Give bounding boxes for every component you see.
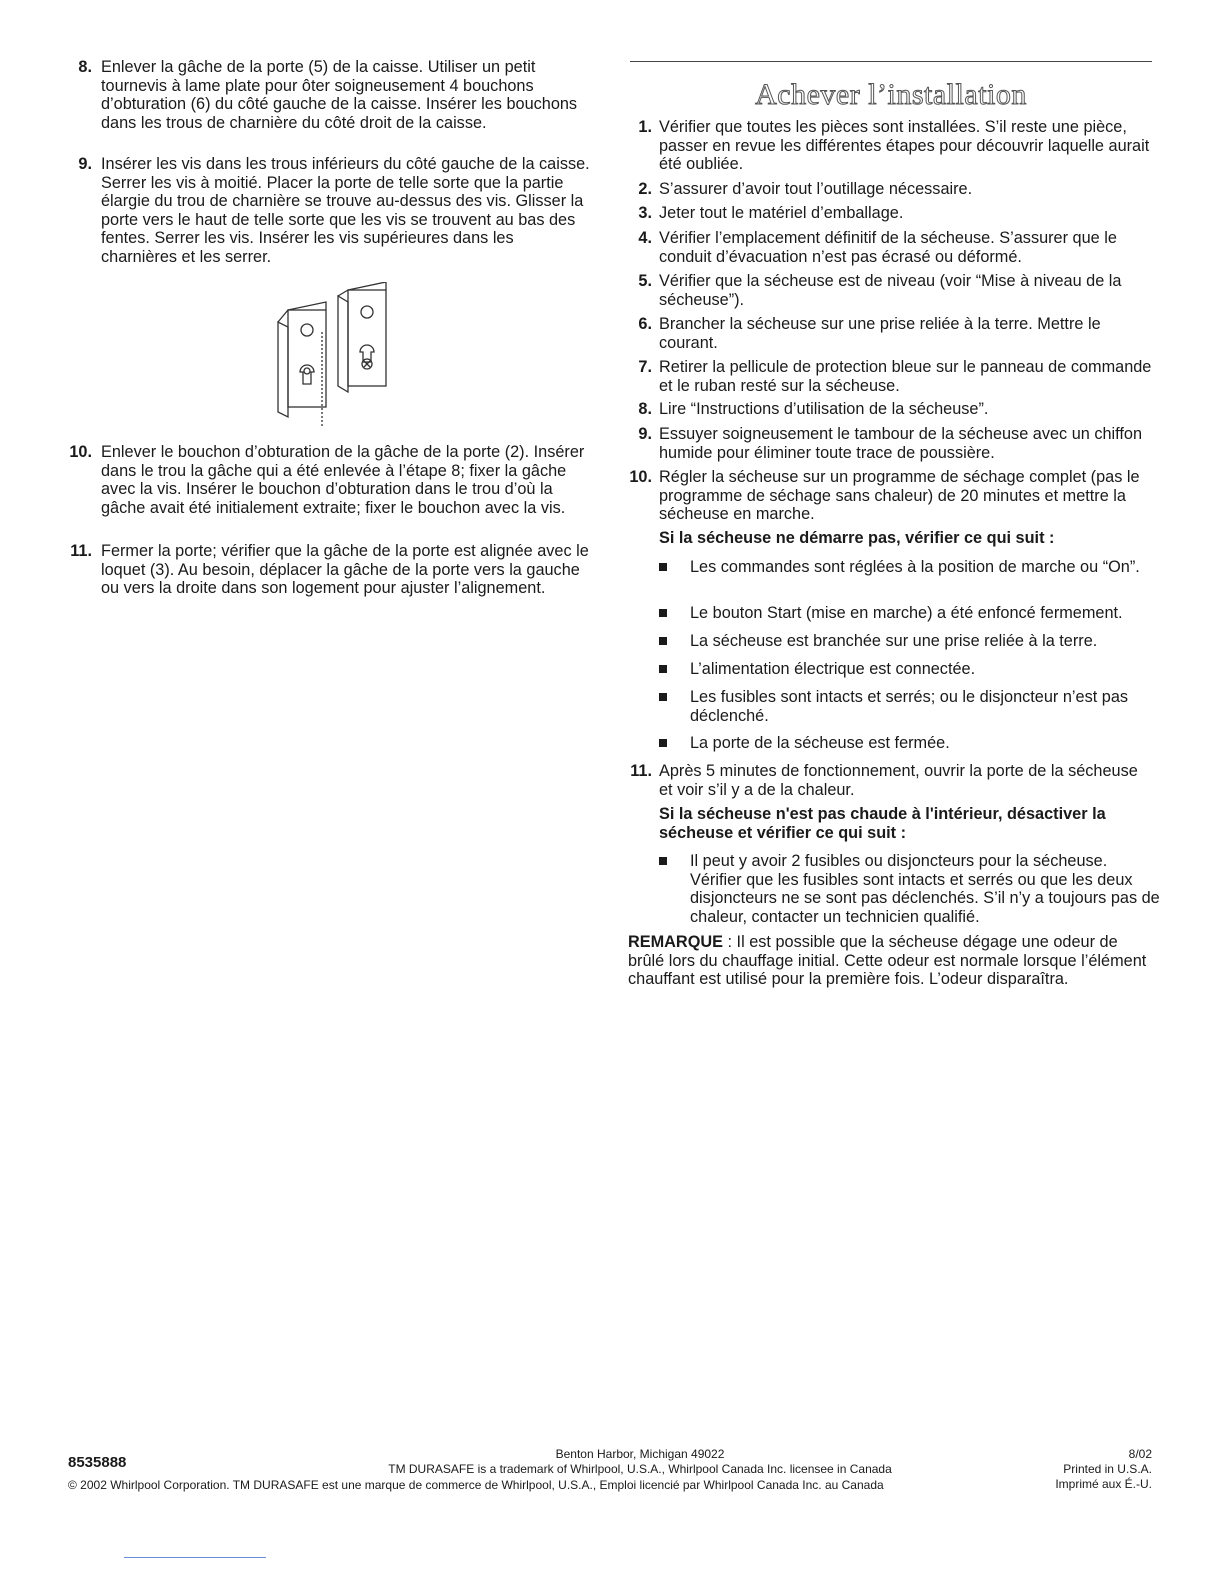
footer-copyright-line bbox=[68, 1478, 884, 1492]
step-number: 8. bbox=[638, 400, 652, 418]
checklist-item-text: La sécheuse est branchée sur une prise reliée à la terre. bbox=[690, 632, 1098, 650]
step-text: Vérifier que toutes les pièces sont installées. S’il reste une pièce, passer en revue les différentes étapes pour découvrir laquelle aurait été oubliée. bbox=[659, 118, 1150, 174]
step-text: Vérifier l’emplacement définitif de la sécheuse. S’assurer que le conduit d’évacuation n’est pas écrasé ou déformé. bbox=[659, 229, 1117, 266]
hinge-hole-round bbox=[361, 306, 373, 318]
section-divider bbox=[630, 61, 1152, 62]
right-hinge-edge bbox=[338, 296, 348, 392]
step-number: 9. bbox=[638, 425, 652, 443]
remarque-note bbox=[628, 933, 1158, 989]
footer-address: Benton Harbor, Michigan 49022 bbox=[555, 1447, 725, 1461]
hinge-hole-round bbox=[301, 324, 313, 336]
footer-date: 8/02 bbox=[1128, 1447, 1152, 1461]
footer-trademark-en: TM DURASAFE is a trademark of Whirlpool, U.S.A., Whirlpool Canada Inc. licensee in Canada bbox=[388, 1462, 892, 1476]
checklist-item-text: Le bouton Start (mise en marche) a été enfoncé fermement. bbox=[690, 604, 1123, 622]
step-text: Jeter tout le matériel d’emballage. bbox=[659, 204, 904, 222]
checklist-item-text: Les fusibles sont intacts et serrés; ou le disjoncteur n’est pas déclenché. bbox=[690, 688, 1129, 725]
step-number: 11. bbox=[630, 762, 652, 780]
step-number: 10. bbox=[629, 468, 652, 486]
step-text: Essuyer soigneusement le tambour de la sécheuse avec un chiffon humide pour éliminer toute trace de poussière. bbox=[659, 425, 1142, 462]
footer-printed-en: Printed in U.S.A. bbox=[1063, 1462, 1152, 1476]
footer-copyright: © 2002 Whirlpool Corporation. bbox=[68, 1478, 230, 1492]
step-number: 1. bbox=[638, 118, 652, 136]
checklist-item-text: Les commandes sont réglées à la position de marche ou “On”. bbox=[690, 558, 1140, 576]
step-text: Régler la sécheuse sur un programme de séchage complet (pas le programme de séchage sans chaleur) de 20 minutes et mettre la sécheuse en marche. bbox=[659, 468, 1140, 524]
footer-printed-fr: Imprimé aux É.-U. bbox=[1055, 1477, 1152, 1491]
step-number: 2. bbox=[638, 180, 652, 198]
step-text: Insérer les vis dans les trous inférieurs du côté gauche de la caisse. Serrer les vis à moitié. Placer la porte de telle sorte que la partie élargie du trou de charnière se trouve au-dessus des vis. Glisser la porte vers le haut de telle sorte que les vis se trouvent au bas des fentes. Serrer les vis. Insérer les vis supérieures dans les charnières et les serrer. bbox=[101, 155, 590, 266]
step-text: S’assurer d’avoir tout l’outillage nécessaire. bbox=[659, 180, 973, 198]
step-text: Enlever le bouchon d’obturation de la gâche de la porte (2). Insérer dans le trou la gâche qui a été enlevée à l’étape 8; fixer la gâche avec la vis. Insérer le bouchon d’obturation dans le trou d’où la gâche avait été initialement extraite; fixer le bouchon avec la vis. bbox=[101, 443, 585, 517]
remarque-label: REMARQUE bbox=[628, 933, 723, 951]
step-number: 8. bbox=[78, 58, 92, 76]
step-text: Enlever la gâche de la porte (5) de la caisse. Utiliser un petit tournevis à lame plate pour ôter soigneusement 4 bouchons d’obturation (6) du côté gauche de la caisse. Insérer les bouchons dans les trous de charnière du côté droit de la caisse. bbox=[101, 58, 578, 132]
step-number: 4. bbox=[638, 229, 652, 247]
checklist-item-text: La porte de la sécheuse est fermée. bbox=[690, 734, 950, 752]
bullet-square-icon bbox=[659, 637, 667, 645]
step-text: Fermer la porte; vérifier que la gâche de la porte est alignée avec le loquet (3). Au besoin, déplacer la gâche de la porte vers la gauche ou vers la droite dans son logement pour ajuster l’alignement. bbox=[101, 542, 589, 598]
step-text: Après 5 minutes de fonctionnement, ouvrir la porte de la sécheuse et voir s’il y a de la chaleur. bbox=[659, 762, 1138, 799]
step-number: 7. bbox=[638, 358, 652, 376]
step-text: Vérifier que la sécheuse est de niveau (voir “Mise à niveau de la sécheuse”). bbox=[659, 272, 1122, 309]
checklist-item-text: L’alimentation électrique est connectée. bbox=[690, 660, 976, 678]
step-number: 3. bbox=[638, 204, 652, 222]
step-text: Retirer la pellicule de protection bleue sur le panneau de commande et le ruban resté sur la sécheuse. bbox=[659, 358, 1152, 395]
check-heading-no-heat: Si la sécheuse n'est pas chaude à l'intérieur, désactiver la sécheuse et vérifier ce qui suit : bbox=[659, 805, 1106, 842]
checklist-item-text: Il peut y avoir 2 fusibles ou disjoncteurs pour la sécheuse. Vérifier que les fusibles sont intacts et serrés ou que les deux disjoncteurs ne se sont pas déclenchés. S’il n’y a toujours pas de chaleur, contacter un technicien qualifié. bbox=[690, 852, 1160, 926]
bottom-link-underline bbox=[124, 1557, 266, 1558]
step-number: 6. bbox=[638, 315, 652, 333]
bullet-square-icon bbox=[659, 693, 667, 701]
bullet-square-icon bbox=[659, 563, 667, 571]
bullet-square-icon bbox=[659, 609, 667, 617]
step-number: 11. bbox=[70, 542, 92, 560]
step-text: Lire “Instructions d’utilisation de la sécheuse”. bbox=[659, 400, 989, 418]
step-number: 10. bbox=[69, 443, 92, 461]
step-text: Brancher la sécheuse sur une prise reliée à la terre. Mettre le courant. bbox=[659, 315, 1101, 352]
footer-trademark-fr: TM DURASAFE est une marque de commerce de Whirlpool, U.S.A., Emploi licencié par Whirlpool Canada Inc. au Canada bbox=[232, 1478, 884, 1492]
right-hinge-plate bbox=[348, 290, 386, 386]
section-title: Achever l’installation bbox=[755, 78, 1027, 111]
document-code: 8535888 bbox=[68, 1454, 127, 1471]
footer-right bbox=[1055, 1447, 1152, 1492]
footer-center bbox=[340, 1447, 940, 1477]
remarque-text: : Il est possible que la sécheuse dégage une odeur de brûlé lors du chauffage initial. Cette odeur est normale lorsque l’élément chauffant est utilisé pour la première fois. L’odeur disparaîtra. bbox=[628, 933, 1147, 989]
bullet-square-icon bbox=[659, 739, 667, 747]
step-number: 9. bbox=[78, 155, 92, 173]
hinge-illustration bbox=[268, 282, 398, 432]
left-hinge-edge bbox=[278, 322, 288, 417]
bullet-square-icon bbox=[659, 665, 667, 673]
check-heading-no-start: Si la sécheuse ne démarre pas, vérifier ce qui suit : bbox=[659, 529, 1055, 547]
step-number: 5. bbox=[638, 272, 652, 290]
bullet-square-icon bbox=[659, 857, 667, 865]
